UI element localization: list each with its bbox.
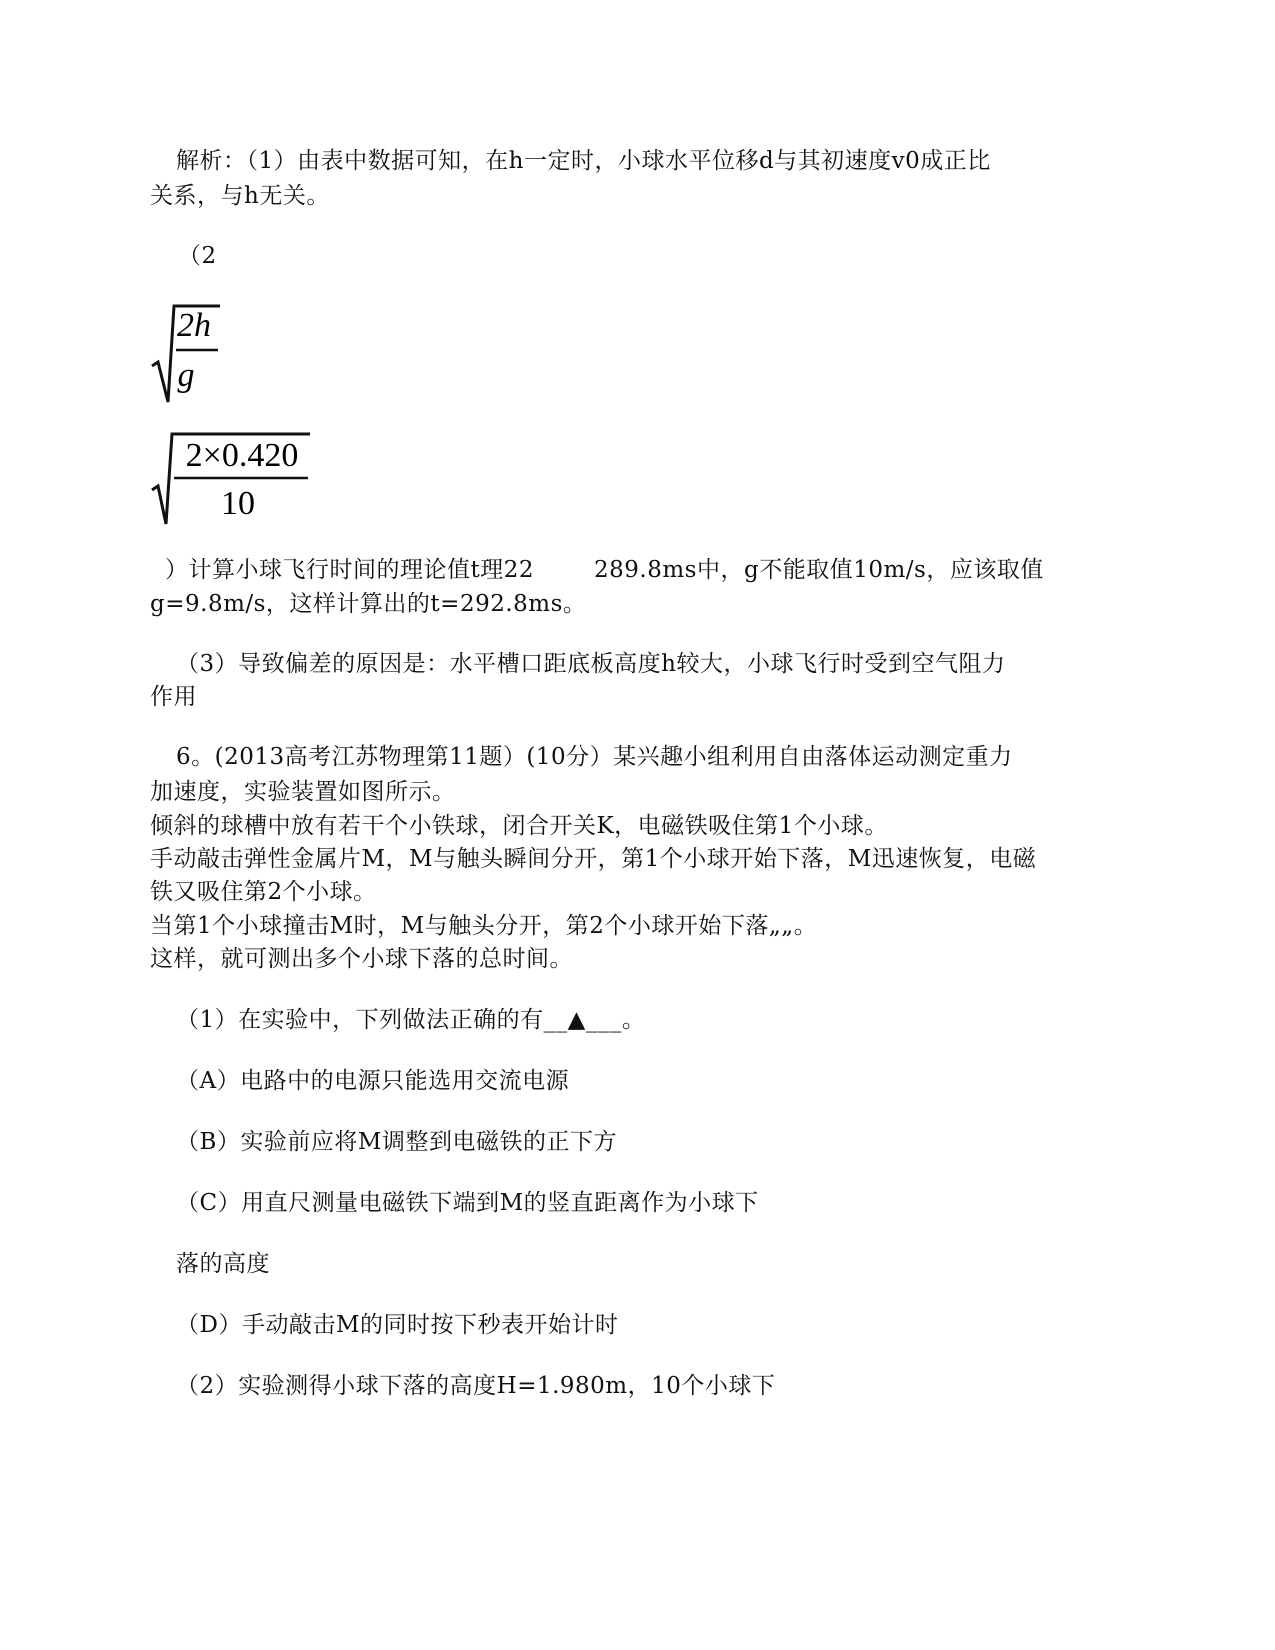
analysis-line-1: 解析：（1）由表中数据可知，在h一定时，小球水平位移d与其初速度v0成正比 [176,148,991,174]
part2-line-1 [165,554,1044,586]
sqrt-formula-numeric [150,428,320,532]
question6-desc-4: 这样，就可测出多个小球下落的总时间。 [150,946,573,972]
formula2-denominator: 10 [221,485,255,522]
formula2-numerator: 2×0.420 [185,437,299,474]
question6-sub-2: （2）实验测得小球下落的高度H=1.980m，10个小球下 [176,1373,776,1399]
formula1-numerator: 2h [177,307,211,344]
question6-title-line-1: 6。(2013高考江苏物理第11题）(10分）某兴趣小组利用自由落体运动测定重力 [176,744,1013,770]
question6-sub-1: （1）在实验中，下列做法正确的有__▲___。 [176,1007,646,1033]
question6-desc-3: 当第1个小球撞击M时，M与触头分开，第2个小球开始下落„„。 [150,913,818,939]
question6-desc-2a: 手动敲击弹性金属片M，M与触头瞬间分开，第1个小球开始下落，M迅速恢复，电磁 [150,846,1037,872]
part2-open: （2 [178,243,217,269]
analysis-line-2: 关系，与h无关。 [150,183,330,209]
option-b: （B）实验前应将M调整到电磁铁的正下方 [176,1129,617,1155]
part3-line-1: （3）导致偏差的原因是：水平槽口距底板高度h较大，小球飞行时受到空气阻力 [176,651,1006,677]
sqrt-formula-2h-over-g [150,298,230,410]
question6-desc-1: 倾斜的球槽中放有若干个小铁球，闭合开关K，电磁铁吸住第1个小球。 [150,813,888,839]
option-a: （A）电路中的电源只能选用交流电源 [176,1068,570,1094]
option-c-line-2: 落的高度 [176,1251,270,1277]
formula1-denominator: g [177,357,195,394]
part3-line-2: 作用 [150,684,197,710]
part2-line-1-b: 289.8ms中，g不能取值10m/s，应该取值 [594,557,1044,583]
question6-title-line-2: 加速度，实验装置如图所示。 [150,779,456,805]
option-c-line-1: （C）用直尺测量电磁铁下端到M的竖直距离作为小球下 [176,1190,759,1216]
part2-line-1-a: ）计算小球飞行时间的理论值t理22 [165,557,535,583]
question6-desc-2b: 铁又吸住第2个小球。 [150,879,377,905]
part2-line-2: g=9.8m/s，这样计算出的t=292.8ms。 [150,591,587,617]
option-d: （D）手动敲击M的同时按下秒表开始计时 [176,1312,619,1338]
